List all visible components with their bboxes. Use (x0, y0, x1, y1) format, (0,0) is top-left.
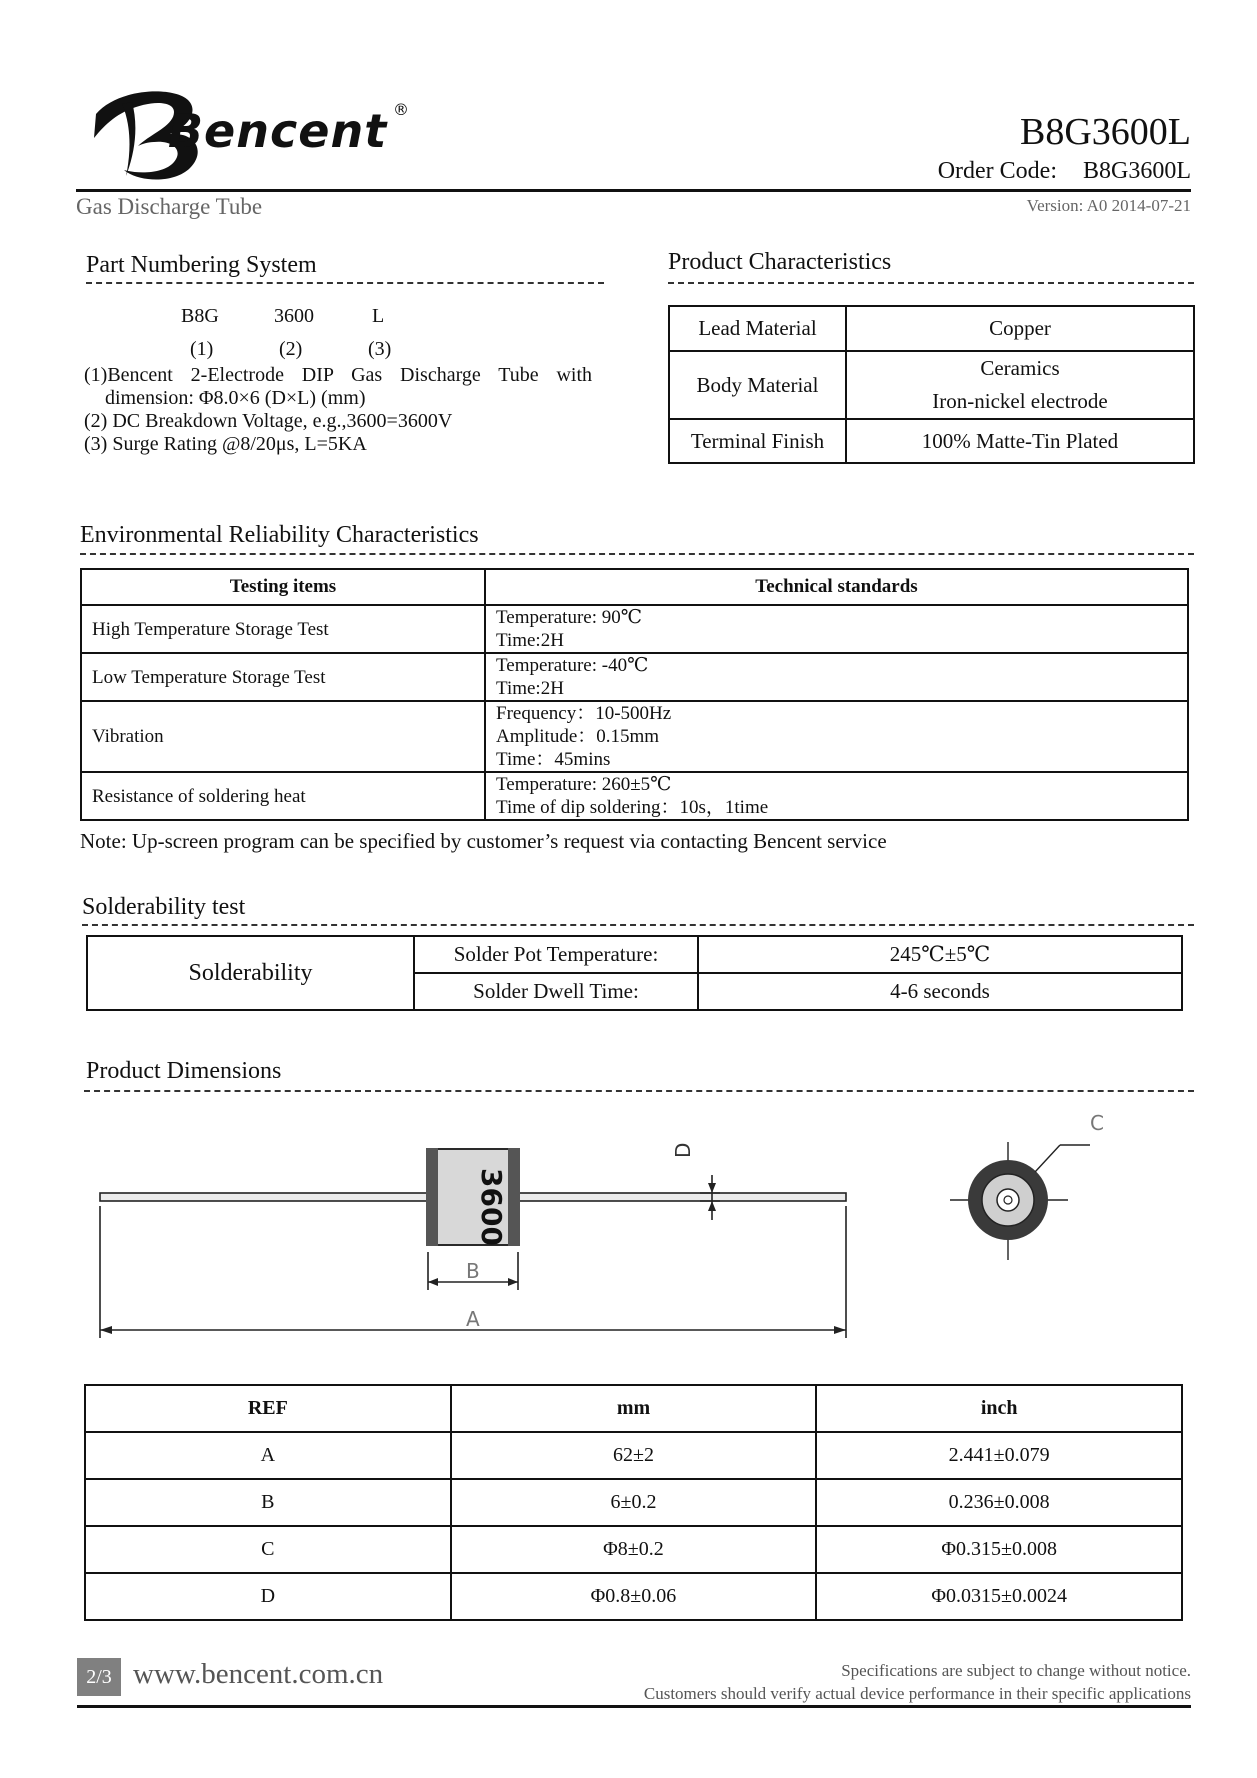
pc-value-line: Iron-nickel electrode (932, 389, 1108, 413)
dimensions-divider (84, 1090, 1194, 1092)
dimensions-table (84, 1384, 1183, 1621)
version: Version: A0 2014-07-21 (1026, 196, 1191, 215)
env-standard (485, 653, 1188, 701)
env-standard (485, 605, 1188, 653)
pn-index-3: (3) (368, 338, 392, 360)
disclaimer-line: Customers should verify actual device performance in their specific applications (643, 1684, 1191, 1703)
dim-inch: Φ0.315±0.008 (816, 1526, 1182, 1573)
product-characteristics-table (668, 305, 1195, 464)
dim-mm: Φ0.8±0.06 (451, 1573, 817, 1620)
pc-value-line: Ceramics (980, 356, 1060, 380)
part-numbering-divider (86, 282, 604, 284)
order-code-value: B8G3600L (1083, 158, 1191, 184)
doc-type: Gas Discharge Tube (76, 194, 263, 219)
dim-ref: B (85, 1479, 451, 1526)
dim-mm: Φ8±0.2 (451, 1526, 817, 1573)
pn-code-2: 3600 (274, 305, 314, 327)
pn-code-3: L (372, 305, 385, 327)
order-code (938, 158, 1191, 185)
disclaimer (644, 1659, 1191, 1705)
brand-name: Bencent (168, 104, 388, 158)
dim-mm: 6±0.2 (451, 1479, 817, 1526)
pn-desc-1b: dimension: Φ8.0×6 (D×L) (mm) (105, 387, 366, 409)
footer-rule (77, 1705, 1191, 1708)
pn-index-2: (2) (279, 338, 303, 360)
solderability-table (86, 935, 1183, 1011)
part-numbering-title: Part Numbering System (86, 252, 317, 278)
registered-mark: ® (393, 100, 409, 119)
environmental-divider (80, 553, 1194, 555)
part-number: B8G3600L (1020, 111, 1191, 153)
environmental-note: Note: Up-screen program can be specified by customer’s request via contacting Bencent service (80, 829, 887, 853)
env-line: Temperature: 260±5℃ (496, 774, 672, 795)
tube-body (426, 1148, 520, 1246)
col-mm: mm (451, 1385, 817, 1432)
env-line: Time:2H (496, 630, 564, 651)
pn-desc-1a: (1)Bencent 2-Electrode DIP Gas Discharge Tube with (84, 364, 592, 386)
table-header-row (81, 569, 1188, 605)
pc-value: 100% Matte-Tin Plated (846, 419, 1194, 463)
table-row (85, 1526, 1182, 1573)
label-a: A (466, 1307, 480, 1331)
env-item: Vibration (81, 701, 485, 772)
dim-inch: 2.441±0.079 (816, 1432, 1182, 1479)
env-item: Resistance of soldering heat (81, 772, 485, 820)
environmental-title: Environmental Reliability Characteristics (80, 522, 479, 548)
env-item: Low Temperature Storage Test (81, 653, 485, 701)
solderability-title: Solderability test (82, 894, 246, 920)
pn-description (84, 364, 592, 456)
table-row (85, 1573, 1182, 1620)
label-d: D (671, 1142, 695, 1158)
dim-inch: 0.236±0.008 (816, 1479, 1182, 1526)
tube-marking: 3600 (475, 1168, 508, 1246)
env-line: Time：45mins (496, 749, 611, 770)
table-row (87, 936, 1182, 973)
table-row (81, 701, 1188, 772)
table-row (669, 306, 1194, 351)
sol-name: Solder Pot Temperature: (414, 936, 698, 973)
label-c: C (1090, 1111, 1104, 1135)
disclaimer-line: Specifications are subject to change without notice. (841, 1661, 1191, 1680)
dimensions-title: Product Dimensions (86, 1058, 282, 1084)
table-row (85, 1432, 1182, 1479)
product-characteristics-title: Product Characteristics (668, 249, 892, 275)
dim-mm: 62±2 (451, 1432, 817, 1479)
table-row (81, 772, 1188, 820)
pn-index-1: (1) (190, 338, 214, 360)
dim-inch: Φ0.0315±0.0024 (816, 1573, 1182, 1620)
env-standard (485, 772, 1188, 820)
sol-name: Solder Dwell Time: (414, 973, 698, 1010)
table-row (85, 1479, 1182, 1526)
env-line: Time:2H (496, 678, 564, 699)
order-code-label: Order Code: (937, 158, 1057, 184)
dim-ref: A (85, 1432, 451, 1479)
sol-value: 4-6 seconds (698, 973, 1182, 1010)
arrow-a-right (834, 1326, 846, 1334)
env-line: Time of dip soldering：10s，1time (496, 797, 769, 818)
dimension-drawing (90, 1100, 1190, 1350)
env-line: Temperature: 90℃ (496, 607, 643, 628)
dim-ref: C (85, 1526, 451, 1573)
label-b: B (466, 1259, 480, 1283)
arrow-d-top (708, 1183, 716, 1193)
env-standard (485, 701, 1188, 772)
env-line: Amplitude：0.15mm (496, 726, 660, 747)
pn-code-1: B8G (181, 305, 219, 327)
page-number-badge: 2/3 (77, 1658, 121, 1696)
pc-value (846, 351, 1194, 419)
solderability-label: Solderability (87, 936, 414, 1010)
arrow-b-left (428, 1278, 438, 1286)
env-line: Frequency：10-500Hz (496, 703, 672, 724)
sol-value: 245℃±5℃ (698, 936, 1182, 973)
end-view (950, 1111, 1104, 1260)
col-inch: inch (816, 1385, 1182, 1432)
website-link[interactable]: www.bencent.com.cn (133, 1658, 384, 1690)
environmental-table (80, 568, 1189, 821)
pc-value: Copper (846, 306, 1194, 351)
env-line: Temperature: -40℃ (496, 655, 649, 676)
arrow-a-left (100, 1326, 112, 1334)
pc-label: Terminal Finish (669, 419, 846, 463)
product-characteristics-divider (668, 282, 1194, 284)
arrow-d-bottom (708, 1201, 716, 1211)
pn-desc-2: (2) DC Breakdown Voltage, e.g.,3600=3600V (84, 410, 453, 432)
pn-desc-3: (3) Surge Rating @8/20μs, L=5KA (84, 433, 367, 455)
dim-ref: D (85, 1573, 451, 1620)
table-row (669, 419, 1194, 463)
pc-label: Lead Material (669, 306, 846, 351)
solderability-divider (82, 924, 1194, 926)
pc-label: Body Material (669, 351, 846, 419)
col-ref: REF (85, 1385, 451, 1432)
table-row (81, 605, 1188, 653)
table-row (81, 653, 1188, 701)
table-header-row (85, 1385, 1182, 1432)
col-technical-standards: Technical standards (485, 569, 1188, 605)
header-rule (76, 189, 1191, 192)
table-row (669, 351, 1194, 419)
arrow-b-right (508, 1278, 518, 1286)
col-testing-items: Testing items (81, 569, 485, 605)
env-item: High Temperature Storage Test (81, 605, 485, 653)
